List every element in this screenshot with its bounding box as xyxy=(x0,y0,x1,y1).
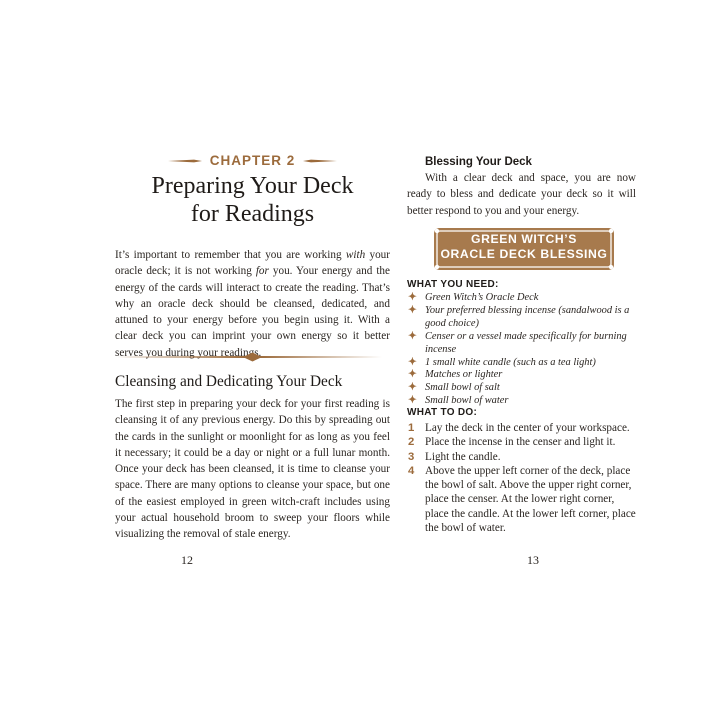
star-bullet-icon: ✦ xyxy=(408,292,417,303)
chapter-title xyxy=(115,172,390,228)
what-to-do-heading: WHAT TO DO: xyxy=(407,407,478,418)
left-ornament-icon xyxy=(168,157,202,165)
step-number: 3 xyxy=(408,450,415,463)
what-you-need-heading: WHAT YOU NEED: xyxy=(407,279,499,290)
chapter-label xyxy=(115,153,390,168)
list-item: 2 Place the incense in the censer and light it. xyxy=(408,436,616,449)
section-heading: Cleansing and Dedicating Your Deck xyxy=(115,373,343,390)
list-item: 4 Above the upper left corner of the deck, place the bowl of salt. Above the upper right corner, place the censer. At the lower right corner, place the candle. At the lower left corner, place the bowl of water. xyxy=(408,464,636,535)
list-item: ✦ Your preferred blessing incense (sandalwood is a good choice) xyxy=(408,304,630,329)
steps-list xyxy=(407,421,636,535)
list-item: ✦ Small bowl of water xyxy=(408,395,509,407)
intro-text: It’s important to remember that you are working with your oracle deck; it is not working for you. Your energy and the energy of the cards will interact to create the reading. That’s why an oracle deck should be cleansed, dedicated, and attuned to your energy before you begin using it. With a clear deck you can imprint your own energy so it better serves you during your readings. xyxy=(115,249,390,359)
right-ornament-icon xyxy=(303,157,337,165)
list-item: ✦ Censer or a vessel made specifically for burning incense xyxy=(408,330,627,355)
blessing-subheading: Blessing Your Deck xyxy=(425,156,532,168)
star-bullet-icon: ✦ xyxy=(408,382,417,394)
page-number-left: 12 xyxy=(181,553,193,567)
chapter-number: CHAPTER 2 xyxy=(209,153,296,168)
step-number: 1 xyxy=(408,422,415,434)
banner-title-line1: GREEN WITCH’S xyxy=(471,232,577,246)
list-item: 1 Lay the deck in the center of your workspace. xyxy=(408,422,630,434)
list-item: ✦ Matches or lighter xyxy=(408,369,503,381)
star-bullet-icon: ✦ xyxy=(408,330,417,342)
intro-paragraph xyxy=(115,247,390,361)
list-item: ✦ 1 small white candle (such as a tea light) xyxy=(408,356,596,368)
star-bullet-icon: ✦ xyxy=(408,304,417,316)
step-number: 2 xyxy=(408,436,415,449)
star-bullet-icon: ✦ xyxy=(408,356,417,368)
needs-list xyxy=(407,292,636,408)
blessing-intro xyxy=(407,170,636,219)
star-bullet-icon: ✦ xyxy=(408,395,417,407)
section-body-text: The first step in preparing your deck for your first reading is cleansing it of any previous energy. Do this by spreading out the cards in the sunlight or moonlight for as long as you feel it necessary; it could be a day or night or a full lunar month. Once your deck has been cleansed, it is time to cleanse your space. There are many options to cleanse your space, but one of the easiest employed in green witch-craft includes using your actual household broom to sweep your floors while visualizing the removal of stale energy. xyxy=(115,398,390,541)
banner-title-line2: ORACLE DECK BLESSING xyxy=(440,247,608,261)
chapter-title-line2: for Readings xyxy=(190,201,315,227)
section-body xyxy=(115,396,390,543)
page-number-right: 13 xyxy=(527,553,539,567)
list-item: ✦ Small bowl of salt xyxy=(408,382,500,394)
blessing-banner xyxy=(433,227,615,271)
blessing-intro-text: With a clear deck and space, you are now ready to bless and dedicate your deck so it will better respond to you and your energy. xyxy=(407,172,636,217)
chapter-title-line1: Preparing Your Deck xyxy=(151,173,354,199)
list-item: ✦ Green Witch’s Oracle Deck xyxy=(408,292,539,303)
star-bullet-icon: ✦ xyxy=(408,369,417,381)
step-number: 4 xyxy=(408,464,415,477)
list-item: 3 Light the candle. xyxy=(408,450,501,463)
section-divider xyxy=(115,352,390,362)
